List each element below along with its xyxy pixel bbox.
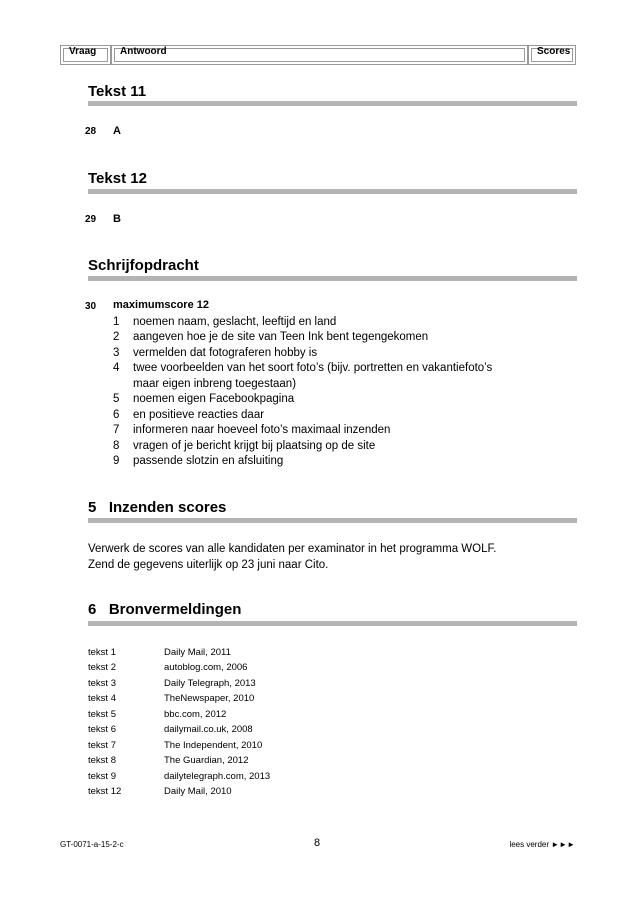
- source-label: tekst 5: [88, 709, 116, 720]
- source-value: Daily Telegraph, 2013: [164, 678, 256, 689]
- header-vraag-label: Vraag: [69, 46, 97, 57]
- source-label: tekst 12: [88, 786, 122, 797]
- section-title-bronvermeldingen: 6 Bronvermeldingen: [88, 601, 242, 618]
- source-label: tekst 2: [88, 662, 116, 673]
- source-label: tekst 7: [88, 740, 116, 751]
- section-title-tekst11: Tekst 11: [88, 83, 147, 100]
- question-number: 29: [85, 214, 97, 225]
- list-item-text: aangeven hoe je de site van Teen Ink bent tegengekomen: [133, 331, 429, 343]
- header-scores-cell: [528, 45, 576, 65]
- source-label: tekst 1: [88, 647, 116, 658]
- list-item-number: 6: [113, 409, 120, 421]
- section-rule: [88, 101, 577, 106]
- section-rule: [88, 621, 577, 626]
- list-item-text: maar eigen inbreng toegestaan): [133, 378, 297, 390]
- source-value: Daily Mail, 2010: [164, 786, 232, 797]
- list-item-number: 8: [113, 440, 120, 452]
- list-item-number: 1: [113, 316, 120, 328]
- source-label: tekst 9: [88, 771, 116, 782]
- section-title-tekst12: Tekst 12: [88, 170, 147, 187]
- header-vraag-cell: [60, 45, 111, 65]
- source-value: bbc.com, 2012: [164, 709, 227, 720]
- question-number: 28: [85, 126, 97, 137]
- list-item-text: noemen naam, geslacht, leeftijd en land: [133, 316, 337, 328]
- list-item-text: vragen of je bericht krijgt bij plaatsing op de site: [133, 440, 376, 452]
- source-label: tekst 4: [88, 693, 116, 704]
- paragraph-line: Zend de gegevens uiterlijk op 23 juni naar Cito.: [88, 559, 329, 571]
- footer-next-page: lees verder ►►►: [509, 840, 575, 849]
- footer-document-code: GT-0071-a-15-2-c: [60, 840, 124, 849]
- source-value: dailymail.co.uk, 2008: [164, 724, 253, 735]
- question-answer: B: [113, 213, 121, 225]
- section-rule: [88, 276, 577, 281]
- section-rule: [88, 189, 577, 194]
- list-item-text: noemen eigen Facebookpagina: [133, 393, 295, 405]
- list-item-number: 3: [113, 347, 120, 359]
- list-item-number: 5: [113, 393, 120, 405]
- source-label: tekst 3: [88, 678, 116, 689]
- list-item-text: vermelden dat fotograferen hobby is: [133, 347, 318, 359]
- source-value: TheNewspaper, 2010: [164, 693, 255, 704]
- list-item-number: 4: [113, 362, 120, 374]
- source-label: tekst 6: [88, 724, 116, 735]
- source-value: The Independent, 2010: [164, 740, 263, 751]
- max-score-label: maximumscore 12: [113, 299, 209, 311]
- header-scores-label: Scores: [537, 46, 571, 57]
- list-item-number: 9: [113, 455, 120, 467]
- header-antwoord-cell: [111, 45, 528, 65]
- list-item-number: 2: [113, 331, 120, 343]
- section-title-schrijfopdracht: Schrijfopdracht: [88, 257, 199, 274]
- question-number: 30: [85, 301, 97, 312]
- question-answer: A: [113, 125, 121, 137]
- section-rule: [88, 518, 577, 523]
- list-item-text: twee voorbeelden van het soort foto’s (bijv. portretten en vakantiefoto’s: [133, 362, 493, 374]
- section-title-inzenden-scores: 5 Inzenden scores: [88, 499, 227, 516]
- source-value: autoblog.com, 2006: [164, 662, 248, 673]
- header-antwoord-label: Antwoord: [120, 46, 167, 57]
- list-item-number: 7: [113, 424, 120, 436]
- source-value: dailytelegraph.com, 2013: [164, 771, 271, 782]
- source-value: The Guardian, 2012: [164, 755, 249, 766]
- footer-page-number: 8: [314, 837, 321, 849]
- list-item-text: passende slotzin en afsluiting: [133, 455, 284, 467]
- paragraph-line: Verwerk de scores van alle kandidaten per examinator in het programma WOLF.: [88, 543, 497, 555]
- list-item-text: informeren naar hoeveel foto’s maximaal inzenden: [133, 424, 391, 436]
- source-label: tekst 8: [88, 755, 116, 766]
- source-value: Daily Mail, 2011: [164, 647, 231, 658]
- list-item-text: en positieve reacties daar: [133, 409, 265, 421]
